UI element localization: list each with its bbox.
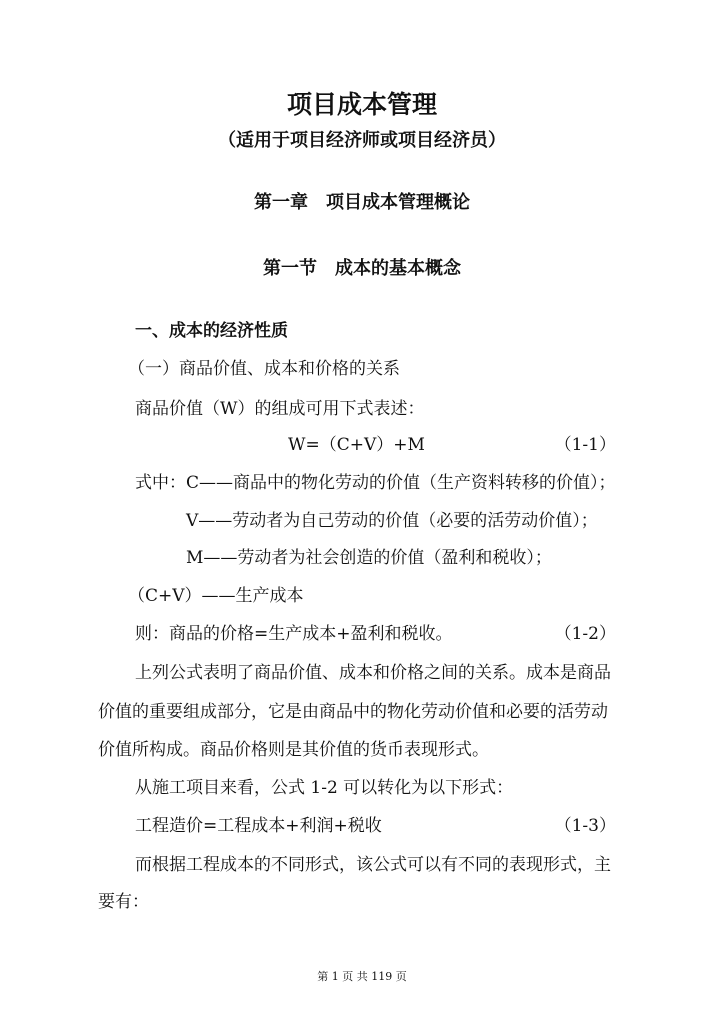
paragraph-2: 从施工项目来看，公式 1-2 可以转化为以下形式： [135,778,514,798]
page-footer: 第 1 页 共 119 页 [317,970,407,983]
definition-v: V——劳动者为自己劳动的价值（必要的活劳动价值）； [186,511,598,531]
chapter-heading [0,192,724,214]
paragraph-3-line-2: 要有： [98,892,149,912]
chapter-label: 第一章 [254,192,308,213]
section-name: 成本的基本概念 [335,258,461,279]
paragraph-1-line-1: 上列公式表明了商品价值、成本和价格之间的关系。成本是商品 [135,663,611,683]
equation-1-number: （1-1） [554,435,616,455]
subheading-value-cost-price: （一）商品价值、成本和价格的关系 [128,359,400,379]
definition-c: 式中：C——商品中的物化劳动的价值（生产资料转移的价值）； [135,473,616,493]
equation-2-number: （1-2） [554,624,616,644]
doc-title: 项目成本管理 [286,90,437,119]
section-heading [0,258,724,280]
definition-m: M——劳动者为社会创造的价值（盈利和税收）； [186,548,552,568]
heading-economic-nature: 一、成本的经济性质 [135,321,288,341]
paragraph-1-line-3: 价值所构成。商品价格则是其价值的货币表现形式。 [98,740,489,760]
equation-1-formula: W=（C+V）+M [288,435,425,455]
equation-2-formula: 则：商品的价格=生产成本+盈利和税收。 [135,624,453,644]
paragraph-3-line-1: 而根据工程成本的不同形式，该公式可以有不同的表现形式，主 [135,855,611,875]
paragraph-intro: 商品价值（W）的组成可用下式表述： [135,399,425,419]
paragraph-1-line-2: 价值的重要组成部分，它是由商品中的物化劳动价值和必要的活劳动 [98,702,608,722]
equation-3-formula: 工程造价=工程成本+利润+税收 [135,816,382,836]
equation-3-number: （1-3） [554,816,616,836]
doc-subtitle: （适用于项目经济师或项目经济员） [218,130,506,151]
chapter-name: 项目成本管理概论 [326,192,470,213]
section-label: 第一节 [263,258,317,279]
definition-cv: （C+V）——生产成本 [128,586,304,606]
